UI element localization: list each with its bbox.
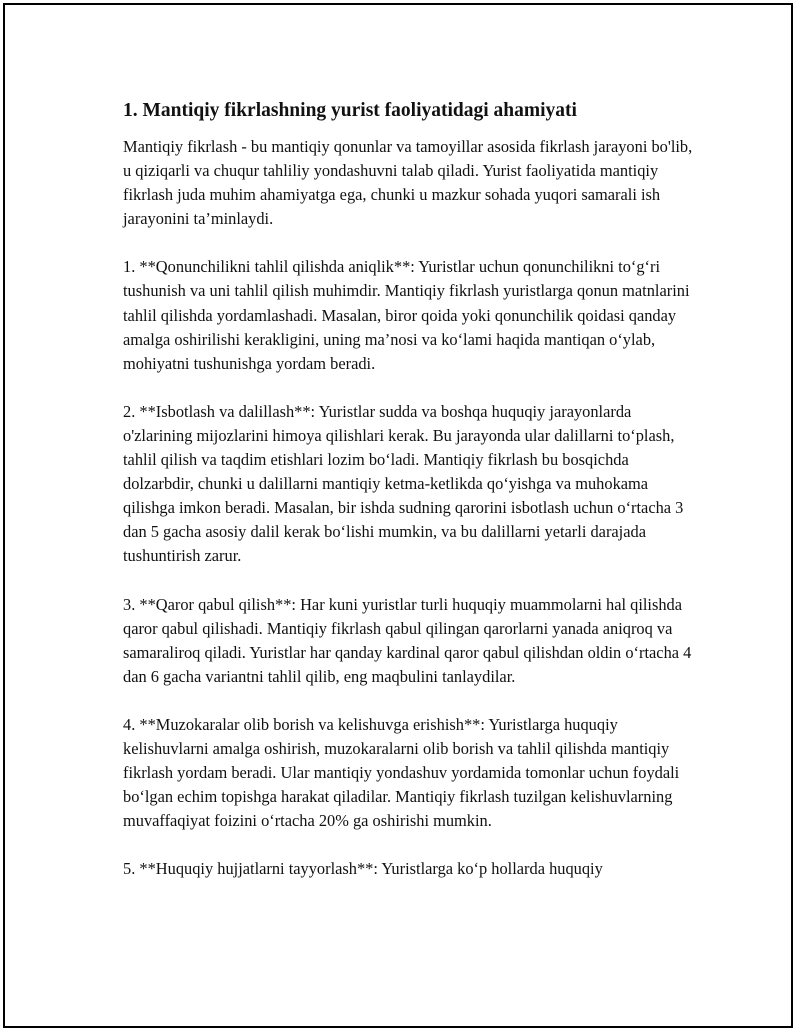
paragraph-3-decision-making: 3. **Qaror qabul qilish**: Har kuni yuristlar turli huquqiy muammolarni hal qilishda qaror qabul qilishadi. Mantiqiy fikrlash qabul qilingan qarorlarni yanada aniqroq va samaraliroq qiladi. Yuristlar har qanday kardinal qaror qabul qilishdan oldin o‘rtacha 4 dan 6 gacha variantni tahlil qilib, eng maqbulini tanlaydilar. — [123, 594, 692, 686]
paragraph-1-legislation-analysis: 1. **Qonunchilikni tahlil qilishda aniqlik**: Yuristlar uchun qonunchilikni to‘g‘ri tushunish va uni tahlil qilish muhimdir. Mantiqiy fikrlash yuristlarga qonun matnlarini tahlil qilishda yordamlashadi. Masalan, biror qoida yoki qonunchilik qoidasi qanday amalga oshirilishi kerakligini, uning ma’nosi va ko‘lami haqida mantiqan o‘ylab, mohiyatni tushunishga yordam beradi. — [123, 257, 690, 373]
section-heading: 1. Mantiqiy fikrlashning yurist faoliyatidagi ahamiyati — [123, 100, 577, 121]
paragraph-5-legal-documents: 5. **Huquqiy hujjatlarni tayyorlash**: Yuristlarga ko‘p hollarda huquqiy — [123, 859, 603, 879]
paragraph-4-negotiations: 4. **Muzokaralar olib borish va kelishuvga erishish**: Yuristlarga huquqiy kelishuvlarni amalga oshirish, muzokaralarni olib borish va tahlil qilishda mantiqiy fikrlash yordam beradi. Ular mantiqiy yondashuv yordamida tomonlar uchun foydali bo‘lgan echim topishga harakat qiladilar. Mantiqiy fikrlash tuzilgan kelishuvlarning muvaffaqiyat foizini o‘rtacha 20% ga oshirishi mumkin. — [123, 714, 680, 831]
document-body — [123, 97, 698, 905]
page-frame — [3, 3, 793, 1028]
intro-paragraph: Mantiqiy fikrlash - bu mantiqiy qonunlar va tamoyillar asosida fikrlash jarayoni bo'lib, u qiziqarli va chuqur tahliliy yondashuvni talab qiladi. Yurist faoliyatida mantiqiy fikrlash juda muhim ahamiyatga ega, chunki u mazkur sohada yuqori samarali ish jarayonini ta’minlaydi. — [123, 137, 693, 229]
paragraph-2-proof-and-evidence: 2. **Isbotlash va dalillash**: Yuristlar sudda va boshqa huquqiy jarayonlarda o'zlarining mijozlarini himoya qilishlari kerak. Bu jarayonda ular dalillarni to‘plash, tahlil qilish va taqdim etishlari lozim bo‘ladi. Mantiqiy fikrlash bu bosqichda dolzarbdir, chunki u dalillarni mantiqiy ketma-ketlikda qo‘yishga va muhokama qilishga imkon beradi. Masalan, bir ishda sudning qarorini isbotlash uchun o‘rtacha 3 dan 5 gacha asosiy dalil kerak bo‘lishi mumkin, va bu dalillarni yetarli darajada tushuntirish zarur. — [123, 401, 684, 566]
